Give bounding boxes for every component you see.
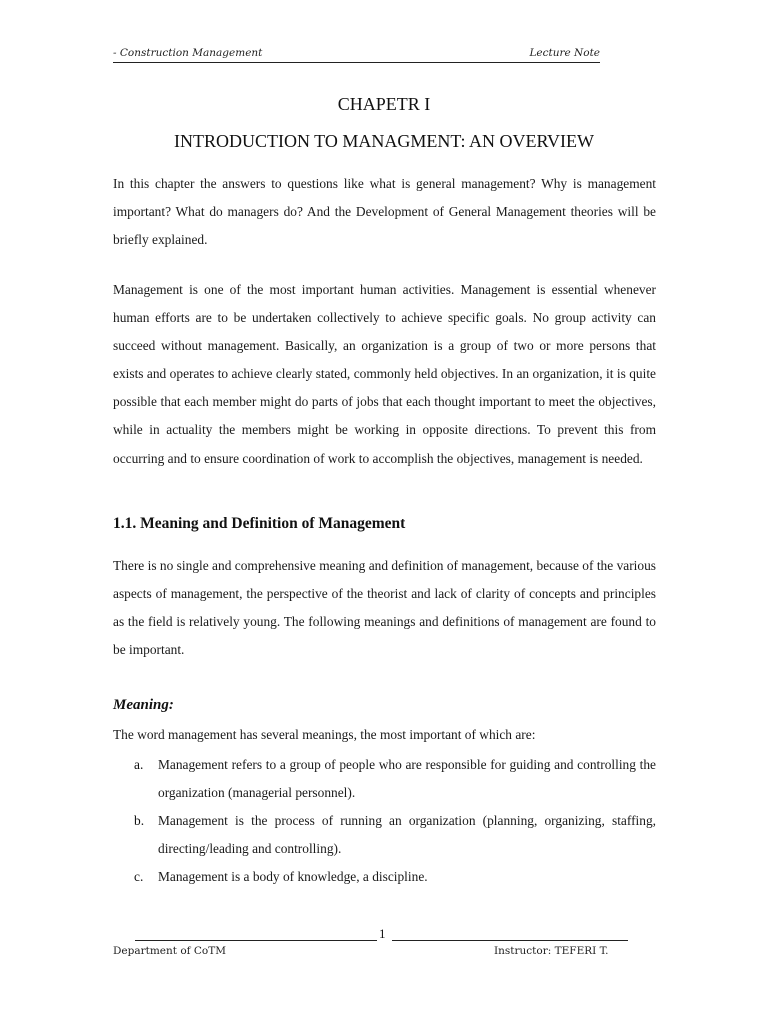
header-course-title: - Construction Management — [113, 47, 263, 59]
header-doc-type: Lecture Note — [529, 47, 600, 59]
footer-rule-right — [392, 940, 628, 941]
definition-paragraph: There is no single and comprehensive meaning and definition of management, because of the various aspects of management, the perspective of the theorist and lack of clarity of concepts and principles as the field is relatively young. The following meanings and definitions of management are found to be important. — [113, 558, 656, 658]
chapter-title: INTRODUCTION TO MANAGMENT: AN OVERVIEW — [174, 131, 594, 151]
meaning-list — [113, 751, 656, 891]
page-header — [113, 46, 600, 63]
importance-paragraph: Management is one of the most important human activities. Management is essential whenever human efforts are to be undertaken collectively to achieve specific goals. No group activity can succeed without management. Basically, an organization is a group of two or more persons that exists and operates to achieve clearly stated, commonly held objectives. In an organization, it is quite possible that each member might do parts of jobs that each thought important to meet the objectives, while in actuality the members might be working in opposite directions. To prevent this from occurring and to ensure coordination of work to accomplish the objectives, management is needed. — [113, 282, 656, 466]
footer-rule-left — [135, 940, 377, 941]
intro-paragraph: In this chapter the answers to questions like what is general management? Why is management important? What do managers do? And the Development of General Management theories will be briefly explained. — [113, 176, 656, 248]
list-item — [113, 751, 656, 807]
page-number: 1 — [379, 926, 386, 941]
meaning-intro: The word management has several meanings, the most important of which are: — [113, 727, 536, 742]
list-item-text: Management is the process of running an organization (planning, organizing, staffing, directing/leading and controlling). — [158, 813, 656, 857]
list-item-text: Management refers to a group of people who are responsible for guiding and controlling the organization (managerial personnel). — [158, 757, 656, 801]
list-item — [113, 807, 656, 863]
section-heading: 1.1. Meaning and Definition of Management — [113, 515, 406, 532]
list-item-text: Management is a body of knowledge, a discipline. — [158, 869, 428, 885]
list-marker: b. — [134, 813, 145, 829]
list-marker: a. — [134, 757, 144, 772]
meaning-heading: Meaning: — [113, 697, 174, 713]
chapter-label: CHAPETR I — [337, 94, 431, 114]
list-marker: c. — [134, 869, 144, 885]
footer-instructor: Instructor: TEFERI T. — [494, 945, 609, 957]
list-item — [113, 863, 656, 891]
footer-department: Department of CoTM — [113, 945, 226, 957]
